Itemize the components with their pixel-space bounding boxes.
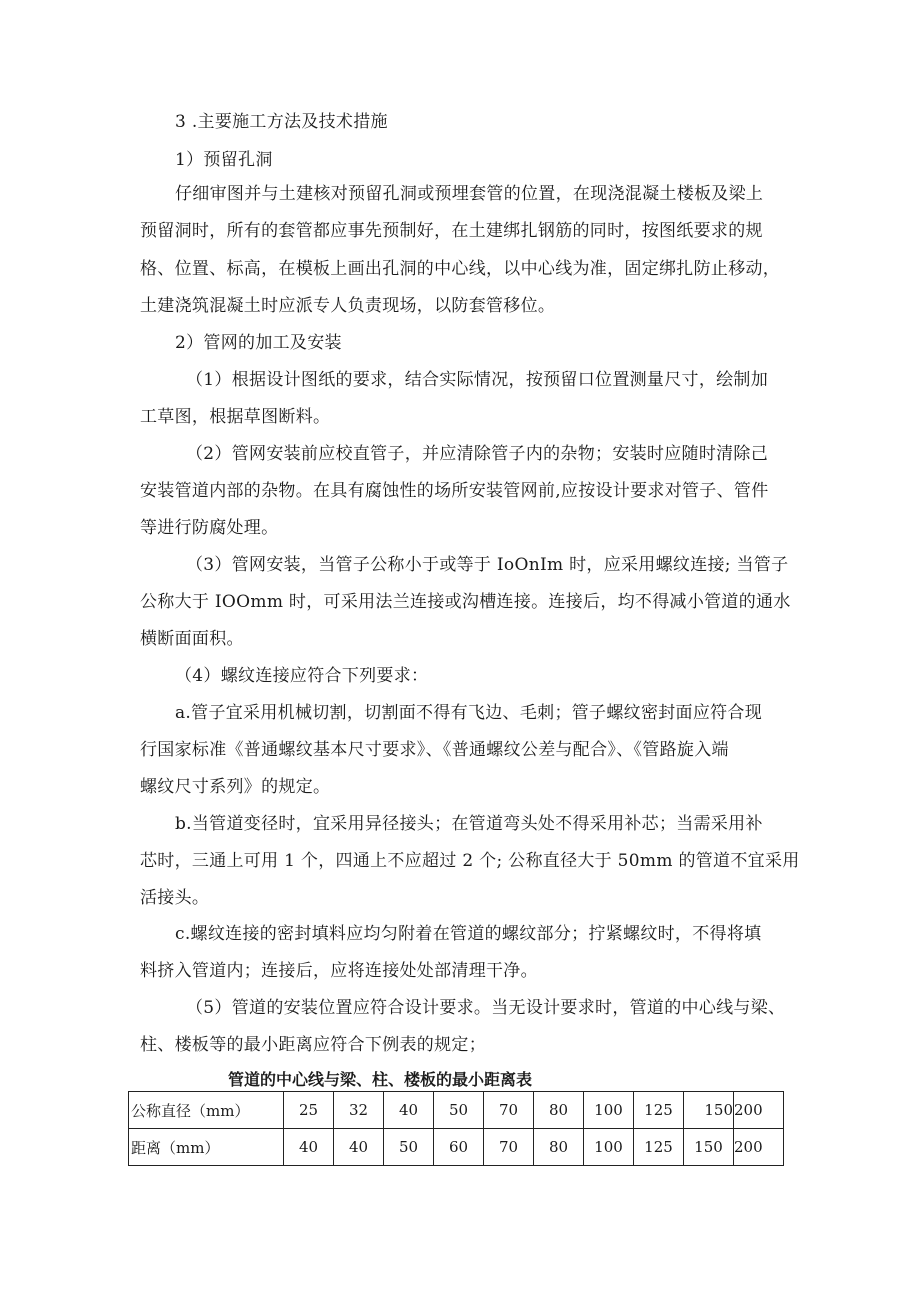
table-cell: 150	[684, 1129, 734, 1166]
paragraph-line: 柱、楼板等的最小距离应符合下例表的规定；	[140, 1035, 486, 1055]
table-cell: 80	[534, 1092, 584, 1129]
table-cell: 125	[634, 1129, 684, 1166]
table-cell: 40	[284, 1129, 334, 1166]
paragraph-line: 土建浇筑混凝土时应派专人负责现场，以防套管移位。	[140, 296, 556, 316]
table-cell: 70	[484, 1092, 534, 1129]
table-cell: 70	[484, 1129, 534, 1166]
paragraph-line: 仔细审图并与土建核对预留孔洞或预埋套管的位置，在现浇混凝土楼板及梁上	[175, 184, 764, 204]
section-heading: 3 .主要施工方法及技术措施	[175, 112, 388, 132]
paragraph-line: 工草图，根据草图断料。	[140, 407, 331, 427]
paragraph-line: 等进行防腐处理。	[140, 518, 279, 538]
paragraph-line: 公称大于 IOOmm 时，可采用法兰连接或沟槽连接。连接后，均不得减小管道的通水	[140, 592, 791, 612]
paragraph-line: 安装管道内部的杂物。在具有腐蚀性的场所安装管网前,应按设计要求对管子、管件	[140, 481, 769, 501]
distance-table	[128, 1091, 784, 1166]
subsection-heading: 1）预留孔洞	[175, 150, 273, 170]
table-cell: 200	[734, 1092, 784, 1129]
paragraph-line: 横断面面积。	[140, 629, 244, 649]
paragraph-line: 料挤入管道内；连接后，应将连接处处部清理干净。	[140, 961, 538, 981]
table-cell: 200	[734, 1129, 784, 1166]
paragraph-line: （2）管网安装前应校直管子，并应清除管子内的杂物；安装时应随时清除己	[186, 444, 769, 464]
table-cell: 60	[434, 1129, 484, 1166]
table-title: 管道的中心线与梁、柱、楼板的最小距离表	[228, 1070, 533, 1089]
row-label-nominal-diameter: 公称直径（mm）	[129, 1092, 284, 1129]
paragraph-line: b.当管道变径时，宜采用异径接头；在管道弯头处不得采用补芯；当需采用补	[175, 814, 763, 834]
table-cell: 100	[584, 1092, 634, 1129]
table-row	[129, 1092, 784, 1129]
table-cell: 40	[384, 1092, 434, 1129]
table-cell: 50	[434, 1092, 484, 1129]
table-cell: 80	[534, 1129, 584, 1166]
paragraph-line: （3）管网安装，当管子公称小于或等于 IoOnIm 时，应采用螺纹连接; 当管子	[186, 555, 789, 575]
table-row	[129, 1129, 784, 1166]
table-cell: 25	[284, 1092, 334, 1129]
table-cell: 125	[634, 1092, 684, 1129]
subsection-heading: 2）管网的加工及安装	[175, 333, 342, 353]
table-cell: 150	[684, 1092, 734, 1129]
paragraph-line: （4）螺纹连接应符合下列要求：	[175, 666, 429, 686]
table-cell: 100	[584, 1129, 634, 1166]
paragraph-line: c.螺纹连接的密封填料应均匀附着在管道的螺纹部分；拧紧螺纹时，不得将填	[175, 924, 762, 944]
paragraph-line: 预留洞时，所有的套管都应事先预制好，在土建绑扎钢筋的同时，按图纸要求的规	[140, 221, 763, 241]
paragraph-line: 螺纹尺寸系列》的规定。	[140, 777, 331, 797]
row-label-distance: 距离（mm）	[129, 1129, 284, 1166]
table-cell: 50	[384, 1129, 434, 1166]
paragraph-line: a.管子宜采用机械切割，切割面不得有飞边、毛刺；管子螺纹密封面应符合现	[175, 703, 763, 723]
paragraph-line: 芯时，三通上可用 1 个，四通上不应超过 2 个; 公称直径大于 50mm 的管道不宜采用	[140, 851, 800, 871]
table-cell: 40	[334, 1129, 384, 1166]
paragraph-line: 活接头。	[140, 888, 210, 908]
paragraph-line: 行国家标准《普通螺纹基本尺寸要求》、《普通螺纹公差与配合》、《管路旋入端	[140, 740, 729, 760]
table-cell: 32	[334, 1092, 384, 1129]
paragraph-line: （5）管道的安装位置应符合设计要求。当无设计要求时，管道的中心线与梁、	[186, 998, 786, 1018]
paragraph-line: 格、位置、标高，在模板上画出孔洞的中心线，以中心线为准，固定绑扎防止移动，	[140, 259, 781, 279]
paragraph-line: （1）根据设计图纸的要求，结合实际情况，按预留口位置测量尺寸，绘制加	[186, 370, 769, 390]
